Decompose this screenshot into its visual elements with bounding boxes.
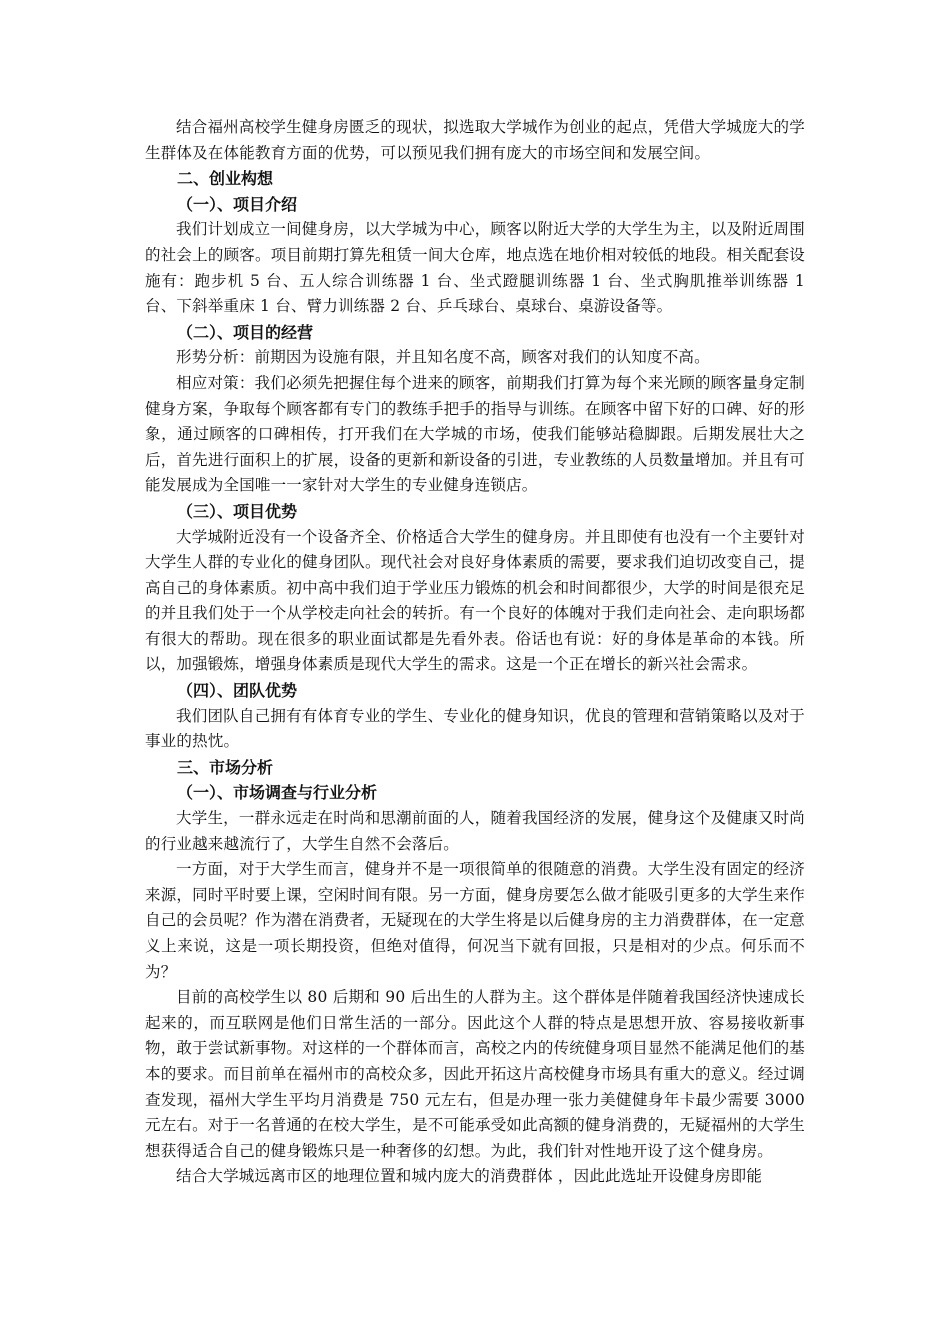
situation-paragraph: 形势分析：前期因为设施有限，并且知名度不高，顾客对我们的认知度不高。 — [176, 348, 710, 367]
subheading-market-survey: （一）、市场调查与行业分析 — [177, 783, 378, 803]
subheading-project-intro: （一）、项目介绍 — [177, 194, 298, 214]
subheading-advantage: （三）、项目优势 — [177, 501, 298, 521]
document-page — [145, 115, 805, 1190]
market-paragraph-2: 一方面，对于大学生而言，健身并不是一项很简单的很随意的消费。大学生没有固定的经济来源，同时平时要上课，空闲时间有限。另一方面，健身房要怎么做才能吸引更多的大学生来作自己的会员呢？作为潜在消费者，无疑现在的大学生将是以后健身房的主力消费群体，在一定意义上来说，这是一项长期投资，但绝对值得，何况当下就有回报，只是相对的少点。何乐而不为？ — [145, 860, 805, 981]
market-paragraph-3: 目前的高校学生以 80 后期和 90 后出生的人群为主。这个群体是伴随着我国经济快速成长起来的，而互联网是他们日常生活的一部分。因此这个人群的特点是思想开放、容易接收新事物，敢于尝试新事物。对这样的一个群体而言，高校之内的传统健身项目显然不能满足他们的基本的要求。而目前单在福州市的高校众多，因此开拓这片高校健身市场具有重大的意义。经过调查发现，福州大学生平均月消费是 750 元左右，但是办理一张力美健健身年卡最少需要 3000 元左右。对于一名普通的在校大学生，是不可能承受如此高额的健身消费的，无疑福州的大学生想获得适合自己的健身锻炼只是一种奢侈的幻想。为此，我们针对性地开设了这个健身房。 — [145, 988, 805, 1160]
section-heading-business-concept: 二、创业构想 — [177, 169, 274, 189]
advantage-paragraph: 大学城附近没有一个设备齐全、价格适合大学生的健身房。并且即使有也没有一个主要针对大学生人群的专业化的健身团队。现代社会对良好身体素质的需要，要求我们迫切改变自己，提高自己的身体素质。初中高中我们迫于学业压力锻炼的机会和时间都很少，大学的时间是很充足的并且我们处于一个从学校走向社会的转折。有一个良好的体魄对于我们走向社会、走向职场都有很大的帮助。现在很多的职业面试都是先看外表。俗话也有说：好的身体是革命的本钱。所以，加强锻炼，增强身体素质是现代大学生的需求。这是一个正在增长的新兴社会需求。 — [145, 527, 805, 674]
market-paragraph-1: 大学生，一群永远走在时尚和思潮前面的人，随着我国经济的发展，健身这个及健康又时尚的行业越来越流行了，大学生自然不会落后。 — [145, 809, 805, 853]
team-paragraph: 我们团队自己拥有有体育专业的学生、专业化的健身知识，优良的管理和营销策略以及对于事业的热忱。 — [145, 706, 805, 751]
section-heading-market-analysis: 三、市场分析 — [177, 757, 274, 777]
market-paragraph-4: 结合大学城远离市区的地理位置和城内庞大的消费群体 ，因此此选址开设健身房即能 — [176, 1167, 763, 1186]
subheading-team: （四）、团队优势 — [177, 681, 298, 701]
strategy-paragraph: 相应对策：我们必须先把握住每个进来的顾客，前期我们打算为每个来光顾的顾客量身定制健身方案，争取每个顾客都有专门的教练手把手的指导与训练。在顾客中留下好的口碑、好的形象，通过顾客的口碑相传，打开我们在大学城的市场，使我们能够站稳脚跟。后期发展壮大之后，首先进行面积上的扩展，设备的更新和新设备的引进，专业教练的人员数量增加。并且有可能发展成为全国唯一一家针对大学生的专业健身连锁店。 — [145, 373, 805, 495]
subheading-operation: （二）、项目的经营 — [177, 322, 314, 342]
intro-paragraph: 结合福州高校学生健身房匮乏的现状，拟选取大学城作为创业的起点，凭借大学城庞大的学生群体及在体能教育方面的优势，可以预见我们拥有庞大的市场空间和发展空间。 — [145, 118, 805, 162]
project-intro-paragraph: 我们计划成立一间健身房，以大学城为中心，顾客以附近大学的大学生为主，以及附近周围的社会上的顾客。项目前期打算先租赁一间大仓库，地点选在地价相对较低的地段。相关配套设施有：跑步机 5 台、五人综合训练器 1 台、坐式蹬腿训练器 1 台、坐式胸肌推举训练器 1 台、下斜举重床 1 台、臂力训练器 2 台、乒乓球台、桌球台、桌游设备等。 — [145, 220, 805, 316]
